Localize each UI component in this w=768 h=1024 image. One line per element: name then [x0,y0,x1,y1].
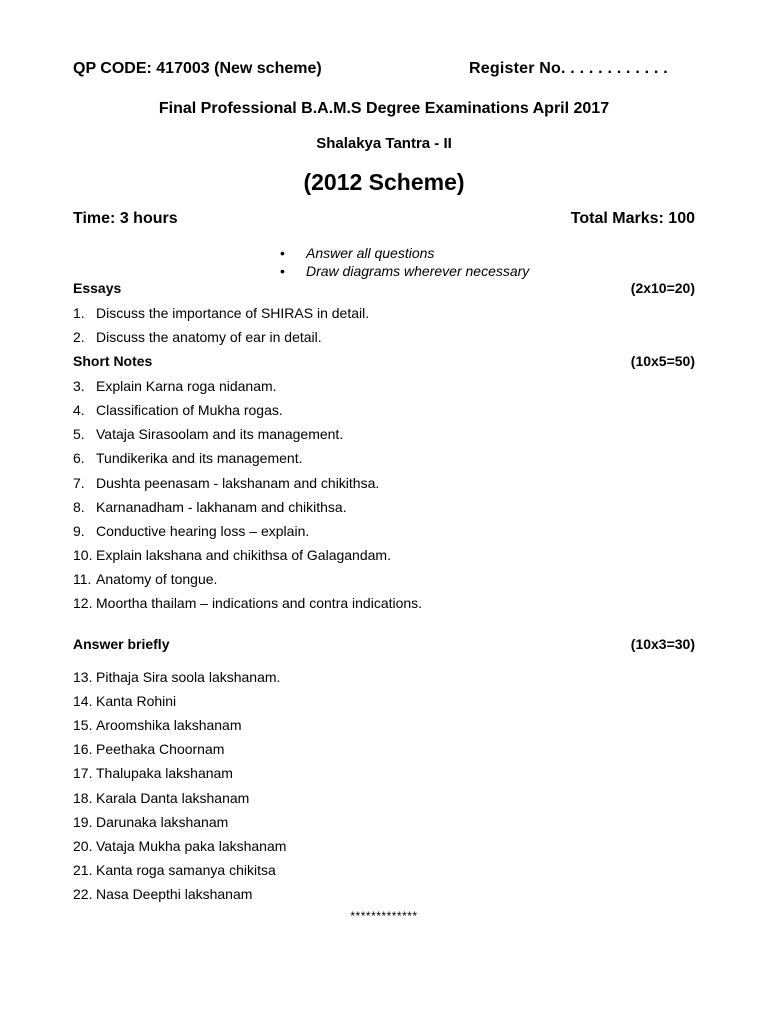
qp-code: QP CODE: 417003 (New scheme) [73,60,322,77]
section-title-short-notes: Short Notes [73,353,153,369]
question-item: 3. Explain Karna roga nidanam. [73,378,277,394]
question-item: 22. Nasa Deepthi lakshanam [73,886,253,902]
question-item: 10. Explain lakshana and chikithsa of Galagandam. [73,547,391,563]
section-marks-short-notes: (10x5=50) [630,353,695,369]
question-item: 8. Karnanadham - lakhanam and chikithsa. [73,499,347,515]
question-item: 19. Darunaka lakshanam [73,814,229,830]
question-item: 12. Moortha thailam – indications and contra indications. [73,595,423,611]
subject-title: Shalakya Tantra - II [316,135,452,152]
question-item: 21. Kanta roga samanya chikitsa [73,862,276,878]
question-item: 6. Tundikerika and its management. [73,450,303,466]
question-item: 18. Karala Danta lakshanam [73,790,250,806]
exam-time: Time: 3 hours [73,210,178,227]
question-item: 4. Classification of Mukha rogas. [73,402,283,418]
question-item: 7. Dushta peenasam - lakshanam and chikithsa. [73,475,380,491]
instruction-item: • Draw diagrams wherever necessary [280,263,530,279]
section-title-answer-briefly: Answer briefly [73,636,170,652]
question-item: 9. Conductive hearing loss – explain. [73,523,310,539]
section-marks-essays: (2x10=20) [630,280,695,296]
question-item: 13. Pithaja Sira soola lakshanam. [73,669,281,685]
question-item: 17. Thalupaka lakshanam [73,765,233,781]
section-title-essays: Essays [73,280,122,296]
instruction-item: • Answer all questions [280,245,435,261]
total-marks: Total Marks: 100 [570,210,695,227]
section-marks-answer-briefly: (10x3=30) [630,636,695,652]
scheme-title: (2012 Scheme) [303,169,465,195]
bullet-icon: • [280,245,285,261]
exam-title: Final Professional B.A.M.S Degree Examinations April 2017 [158,100,610,117]
bullet-icon: • [280,263,285,279]
question-item: 11. Anatomy of tongue. [73,571,218,587]
question-item: 2. Discuss the anatomy of ear in detail. [73,329,322,345]
footer-stars: ************* [350,909,418,923]
question-item: 5. Vataja Sirasoolam and its management. [73,426,344,442]
question-item: 16. Peethaka Choornam [73,741,225,757]
question-item: 14. Kanta Rohini [73,693,177,709]
question-item: 20. Vataja Mukha paka lakshanam [73,838,287,854]
question-item: 15. Aroomshika lakshanam [73,717,242,733]
register-number: Register No. . . . . . . . . . . . [469,60,668,77]
question-item: 1. Discuss the importance of SHIRAS in detail. [73,305,370,321]
